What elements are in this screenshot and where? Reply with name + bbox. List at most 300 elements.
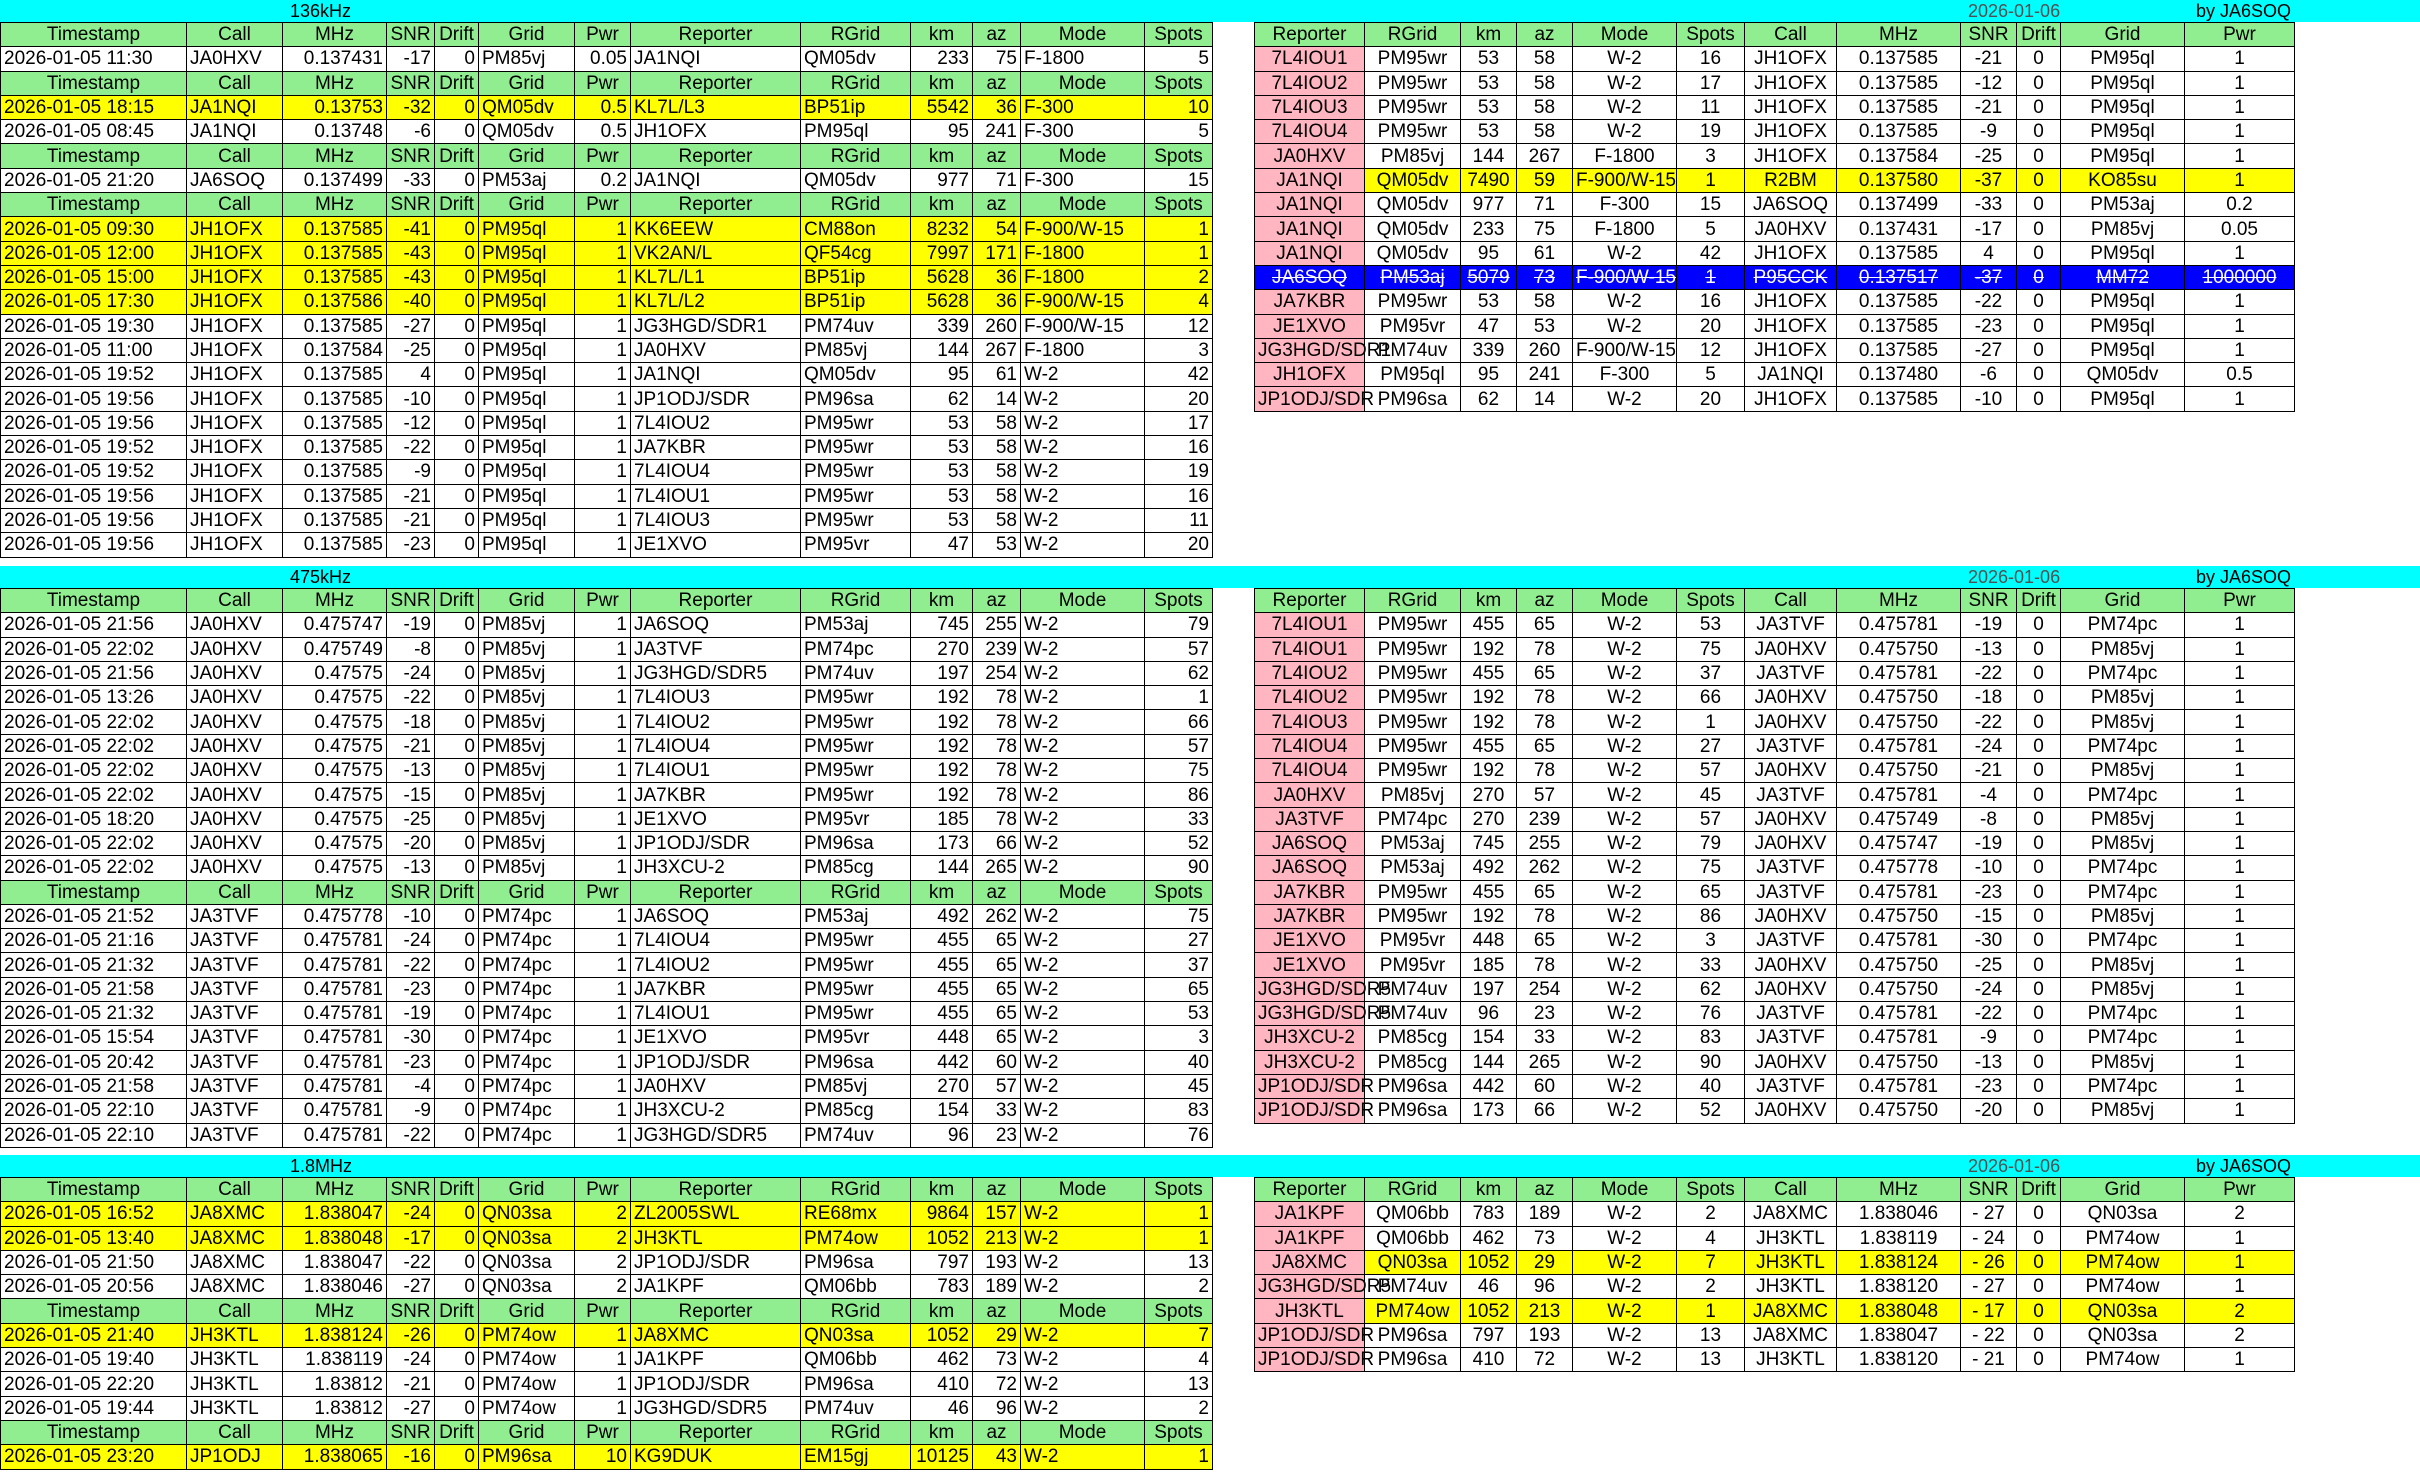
table-cell: 0.47575 — [283, 759, 387, 783]
column-header: az — [973, 880, 1021, 904]
column-header: Grid — [479, 880, 575, 904]
table-cell: 57 — [1517, 783, 1573, 807]
column-header: Drift — [435, 144, 479, 168]
table-cell: JH3XCU-2 — [631, 856, 801, 880]
reporter-cell: JA7KBR — [1255, 290, 1365, 314]
table-cell: 1 — [2185, 1002, 2295, 1026]
table-cell: 0 — [435, 856, 479, 880]
table-cell: 1 — [1145, 1226, 1213, 1250]
table-cell: 78 — [1517, 710, 1573, 734]
column-header: Spots — [1145, 589, 1213, 613]
table-cell: 0 — [435, 929, 479, 953]
table-cell: 0 — [2017, 977, 2061, 1001]
table-cell: 0.137585 — [1837, 95, 1961, 119]
table-cell: W-2 — [1021, 1026, 1145, 1050]
table-cell: JH1OFX — [1745, 241, 1837, 265]
table-cell: PM74ow — [2061, 1275, 2185, 1299]
table-cell: PM74pc — [2061, 783, 2185, 807]
table-cell: PM95wr — [801, 759, 911, 783]
table-cell: PM85vj — [479, 710, 575, 734]
table-cell: JA0HXV — [1745, 1050, 1837, 1074]
table-cell: 1 — [2185, 783, 2295, 807]
table-cell: PM85vj — [801, 338, 911, 362]
table-row — [1255, 831, 2295, 855]
table-cell: PM74uv — [801, 661, 911, 685]
reporter-cell: JA6SOQ — [1255, 856, 1365, 880]
table-cell: PM74pc — [2061, 880, 2185, 904]
table-row — [1, 1202, 1213, 1226]
table-cell: PM95ql — [479, 387, 575, 411]
table-cell: 57 — [1145, 734, 1213, 758]
header-row — [1255, 23, 2295, 47]
table-cell: JA0HXV — [1745, 759, 1837, 783]
table-cell: 54 — [973, 217, 1021, 241]
table-cell: 53 — [1677, 613, 1745, 637]
table-cell: PM95vr — [801, 807, 911, 831]
table-cell: 1 — [2185, 686, 2295, 710]
table-cell: 37 — [1145, 953, 1213, 977]
table-cell: 0.137585 — [1837, 314, 1961, 338]
table-cell: 1 — [575, 661, 631, 685]
table-cell: W-2 — [1573, 1323, 1677, 1347]
table-cell: 1052 — [1461, 1250, 1517, 1274]
table-cell: 0.475781 — [283, 1074, 387, 1098]
table-cell: -19 — [387, 1002, 435, 1026]
table-cell: W-2 — [1573, 120, 1677, 144]
table-cell: JH3KTL — [187, 1323, 283, 1347]
table-cell: JA3TVF — [187, 1026, 283, 1050]
table-cell: 1 — [2185, 637, 2295, 661]
table-row — [1, 759, 1213, 783]
table-cell: 1.838120 — [1837, 1275, 1961, 1299]
table-cell: 66 — [973, 831, 1021, 855]
table-row — [1, 1445, 1213, 1469]
table-cell: 13 — [1677, 1323, 1745, 1347]
table-cell: 2 — [2185, 1299, 2295, 1323]
table-cell: 2026-01-05 22:20 — [1, 1372, 187, 1396]
column-header: RGrid — [1365, 589, 1461, 613]
table-cell: 239 — [1517, 807, 1573, 831]
column-header: Call — [1745, 1178, 1837, 1202]
column-header: Grid — [2061, 1178, 2185, 1202]
table-cell: 1 — [2185, 1226, 2295, 1250]
table-cell: 61 — [1517, 241, 1573, 265]
table-cell: 16 — [1145, 436, 1213, 460]
column-header: Mode — [1573, 1178, 1677, 1202]
table-cell: PM95vr — [801, 1026, 911, 1050]
table-cell: 2026-01-05 20:42 — [1, 1050, 187, 1074]
table-cell: 1 — [2185, 338, 2295, 362]
table-cell: 0.47575 — [283, 783, 387, 807]
table-cell: 0 — [435, 314, 479, 338]
table-cell: 154 — [911, 1099, 973, 1123]
column-header: Timestamp — [1, 1178, 187, 1202]
table-cell: 7490 — [1461, 168, 1517, 192]
table-cell: 47 — [1461, 314, 1517, 338]
table-cell: W-2 — [1021, 661, 1145, 685]
column-header: SNR — [387, 144, 435, 168]
table-cell: W-2 — [1021, 387, 1145, 411]
table-cell: 797 — [1461, 1323, 1517, 1347]
table-row — [1, 904, 1213, 928]
table-cell: 65 — [973, 953, 1021, 977]
table-cell: 0.2 — [2185, 193, 2295, 217]
table-cell: 0 — [435, 759, 479, 783]
table-cell: 7997 — [911, 241, 973, 265]
table-cell: 255 — [1517, 831, 1573, 855]
table-cell: KG9DUK — [631, 1445, 801, 1469]
column-header: Timestamp — [1, 1420, 187, 1444]
table-cell: JH1OFX — [187, 241, 283, 265]
table-cell: 65 — [1677, 880, 1745, 904]
column-header: Reporter — [631, 1178, 801, 1202]
table-cell: PM95wr — [1365, 734, 1461, 758]
column-header: MHz — [283, 193, 387, 217]
table-cell: -22 — [387, 953, 435, 977]
table-cell: JA1NQI — [631, 168, 801, 192]
column-header: km — [911, 1299, 973, 1323]
table-cell: 1 — [575, 759, 631, 783]
table-cell: 0 — [435, 1323, 479, 1347]
table-cell: 0 — [435, 661, 479, 685]
table-cell: 78 — [1517, 686, 1573, 710]
table-cell: JA3TVF — [1745, 1002, 1837, 1026]
table-cell: W-2 — [1573, 241, 1677, 265]
header-row — [1, 23, 1213, 47]
table-cell: PM85vj — [2061, 1099, 2185, 1123]
table-cell: JA0HXV — [187, 661, 283, 685]
table-cell: F-1800 — [1021, 241, 1145, 265]
table-cell: 5 — [1145, 47, 1213, 71]
table-cell: 2026-01-05 21:58 — [1, 977, 187, 1001]
column-header: MHz — [1837, 1178, 1961, 1202]
table-cell: -18 — [1961, 686, 2017, 710]
column-header: km — [911, 23, 973, 47]
table-cell: JA3TVF — [187, 1050, 283, 1074]
band-label: 136kHz — [290, 1, 352, 21]
table-cell: 43 — [973, 1445, 1021, 1469]
table-cell: 233 — [1461, 217, 1517, 241]
column-header: az — [973, 193, 1021, 217]
table-cell: MM72 — [2061, 265, 2185, 289]
table-cell: JA0HXV — [187, 637, 283, 661]
table-cell: 1.83812 — [283, 1396, 387, 1420]
table-cell: JA0HXV — [1745, 807, 1837, 831]
column-header: Grid — [479, 1420, 575, 1444]
table-cell: 0 — [435, 265, 479, 289]
column-header: Call — [187, 1420, 283, 1444]
table-cell: JA0HXV — [1745, 1099, 1837, 1123]
table-cell: 0 — [2017, 710, 2061, 734]
table-cell: JH1OFX — [187, 436, 283, 460]
table-cell: PM95wr — [801, 411, 911, 435]
table-cell: 0.475781 — [1837, 1074, 1961, 1098]
table-cell: QF54cg — [801, 241, 911, 265]
table-cell: PM85vj — [2061, 977, 2185, 1001]
reporter-cell: JH3KTL — [1255, 1299, 1365, 1323]
table-cell: JA0HXV — [1745, 637, 1837, 661]
table-cell: 75 — [1677, 856, 1745, 880]
table-cell: 448 — [1461, 929, 1517, 953]
table-cell: 1 — [575, 1323, 631, 1347]
table-cell: PM96sa — [1365, 1323, 1461, 1347]
table-cell: 75 — [1677, 637, 1745, 661]
table-cell: W-2 — [1573, 1099, 1677, 1123]
table-cell: F-300 — [1021, 120, 1145, 144]
column-header: Reporter — [631, 589, 801, 613]
table-cell: 58 — [1517, 47, 1573, 71]
table-cell: PM85vj — [1365, 783, 1461, 807]
table-cell: F-1800 — [1573, 144, 1677, 168]
table-cell: 57 — [1145, 637, 1213, 661]
section-band — [0, 1155, 2420, 1177]
table-cell: 0 — [2017, 338, 2061, 362]
report-date: 2026-01-06 — [1968, 567, 2061, 587]
table-cell: 462 — [911, 1348, 973, 1372]
table-row — [1255, 1074, 2295, 1098]
column-header: Pwr — [575, 1299, 631, 1323]
table-cell: 0 — [2017, 144, 2061, 168]
table-cell: 0 — [2017, 71, 2061, 95]
table-cell: QN03sa — [2061, 1202, 2185, 1226]
table-cell: 7L4IOU2 — [631, 411, 801, 435]
table-cell: 78 — [1517, 953, 1573, 977]
table-cell: -23 — [387, 977, 435, 1001]
table-cell: 40 — [1677, 1074, 1745, 1098]
table-cell: PM85vj — [479, 807, 575, 831]
table-cell: -10 — [1961, 387, 2017, 411]
band-label: 1.8MHz — [290, 1156, 353, 1176]
table-row — [1, 1348, 1213, 1372]
table-cell: -10 — [387, 904, 435, 928]
table-cell: 0 — [435, 508, 479, 532]
table-cell: 260 — [1517, 338, 1573, 362]
table-cell: 79 — [1145, 613, 1213, 637]
table-cell: 2026-01-05 19:56 — [1, 533, 187, 557]
table-cell: 0 — [2017, 387, 2061, 411]
table-cell: 0 — [2017, 1275, 2061, 1299]
table-cell: 65 — [973, 977, 1021, 1001]
table-cell: 0 — [2017, 783, 2061, 807]
table-cell: W-2 — [1021, 1275, 1145, 1299]
table-cell: F-300 — [1021, 95, 1145, 119]
table-cell: 2026-01-05 22:02 — [1, 637, 187, 661]
table-cell: JA7KBR — [631, 977, 801, 1001]
table-cell: PM74pc — [801, 637, 911, 661]
column-header: Timestamp — [1, 23, 187, 47]
table-cell: JA3TVF — [631, 637, 801, 661]
table-cell: 0.475747 — [283, 613, 387, 637]
table-row — [1, 661, 1213, 685]
table-row — [1255, 807, 2295, 831]
table-cell: W-2 — [1021, 508, 1145, 532]
table-cell: 192 — [911, 734, 973, 758]
table-cell: PM95wr — [801, 1002, 911, 1026]
table-cell: JH1OFX — [187, 290, 283, 314]
table-cell: W-2 — [1021, 460, 1145, 484]
table-cell: PM95ql — [2061, 290, 2185, 314]
reporter-cell: JA0HXV — [1255, 144, 1365, 168]
table-cell: F-1800 — [1021, 47, 1145, 71]
column-header: SNR — [387, 1420, 435, 1444]
column-header: Grid — [479, 71, 575, 95]
column-header: SNR — [1961, 23, 2017, 47]
table-cell: 62 — [1145, 661, 1213, 685]
table-cell: 0 — [435, 953, 479, 977]
column-header: Pwr — [2185, 589, 2295, 613]
table-row — [1, 1226, 1213, 1250]
table-cell: 1 — [575, 1396, 631, 1420]
table-cell: 1 — [2185, 290, 2295, 314]
table-cell: 1 — [2185, 807, 2295, 831]
table-cell: PM85vj — [2061, 831, 2185, 855]
table-cell: 192 — [911, 759, 973, 783]
table-cell: -10 — [387, 387, 435, 411]
table-cell: F-1800 — [1573, 217, 1677, 241]
table-cell: 8232 — [911, 217, 973, 241]
table-cell: 0.475781 — [1837, 661, 1961, 685]
table-cell: JA0HXV — [1745, 953, 1837, 977]
table-cell: 2 — [2185, 1202, 2295, 1226]
table-cell: 1 — [2185, 1099, 2295, 1123]
table-cell: PM95wr — [801, 783, 911, 807]
table-cell: F-1800 — [1021, 265, 1145, 289]
table-row — [1255, 1323, 2295, 1347]
table-cell: 1.838046 — [283, 1275, 387, 1299]
table-cell: PM85vj — [479, 831, 575, 855]
table-cell: 7L4IOU4 — [631, 460, 801, 484]
table-cell: 0 — [435, 95, 479, 119]
table-cell: 1 — [575, 613, 631, 637]
table-cell: W-2 — [1573, 880, 1677, 904]
table-cell: 96 — [973, 1396, 1021, 1420]
table-cell: 2026-01-05 16:52 — [1, 1202, 187, 1226]
column-header: az — [973, 144, 1021, 168]
table-cell: 61 — [973, 363, 1021, 387]
report-author: by JA6SOQ — [2196, 1156, 2292, 1176]
table-cell: KO85su — [2061, 168, 2185, 192]
column-header: Drift — [435, 1420, 479, 1444]
table-cell: 267 — [973, 338, 1021, 362]
column-header: km — [911, 1420, 973, 1444]
table-cell: W-2 — [1573, 856, 1677, 880]
table-cell: JG3HGD/SDR1 — [631, 314, 801, 338]
table-cell: 0.137586 — [283, 290, 387, 314]
table-cell: W-2 — [1021, 807, 1145, 831]
table-cell: PM74ow — [2061, 1250, 2185, 1274]
column-header: Grid — [2061, 589, 2185, 613]
table-cell: 193 — [973, 1250, 1021, 1274]
table-cell: 0 — [2017, 265, 2061, 289]
table-cell: PM85vj — [479, 759, 575, 783]
table-cell: QM05dv — [801, 47, 911, 71]
table-cell: W-2 — [1573, 71, 1677, 95]
table-cell: 95 — [1461, 363, 1517, 387]
column-header: Grid — [479, 589, 575, 613]
table-cell: BP51ip — [801, 95, 911, 119]
table-row — [1255, 120, 2295, 144]
table-cell: 0 — [435, 290, 479, 314]
table-cell: 1 — [575, 387, 631, 411]
table-cell: -21 — [1961, 95, 2017, 119]
column-header: az — [1517, 23, 1573, 47]
table-cell: 83 — [1145, 1099, 1213, 1123]
reporter-cell: JA1KPF — [1255, 1226, 1365, 1250]
table-cell: -4 — [1961, 783, 2017, 807]
column-header: Call — [187, 589, 283, 613]
table-cell: PM74uv — [801, 1396, 911, 1420]
table-cell: -27 — [387, 1275, 435, 1299]
table-cell: 0.137585 — [283, 314, 387, 338]
table-cell: W-2 — [1021, 1123, 1145, 1147]
table-cell: JA1KPF — [631, 1275, 801, 1299]
table-cell: 1 — [575, 508, 631, 532]
left-spots-table — [0, 1177, 1213, 1470]
table-cell: 0 — [2017, 1299, 2061, 1323]
reporter-cell: JA1NQI — [1255, 241, 1365, 265]
table-cell: 977 — [1461, 193, 1517, 217]
table-cell: QM05dv — [479, 95, 575, 119]
table-cell: PM95ql — [479, 533, 575, 557]
table-cell: F-900/W-15 — [1573, 338, 1677, 362]
table-cell: PM85vj — [2061, 953, 2185, 977]
column-header: Pwr — [575, 144, 631, 168]
column-header: RGrid — [801, 880, 911, 904]
table-cell: 1 — [1145, 217, 1213, 241]
table-cell: 96 — [1517, 1275, 1573, 1299]
table-cell: 95 — [911, 120, 973, 144]
table-cell: -12 — [387, 411, 435, 435]
table-cell: 1 — [575, 1123, 631, 1147]
table-row — [1, 1002, 1213, 1026]
table-cell: 1 — [2185, 759, 2295, 783]
table-cell: 0 — [2017, 831, 2061, 855]
table-cell: 1 — [575, 807, 631, 831]
table-cell: 1.838120 — [1837, 1348, 1961, 1372]
table-cell: 213 — [1517, 1299, 1573, 1323]
table-cell: JA8XMC — [187, 1275, 283, 1299]
table-cell: JA0HXV — [1745, 904, 1837, 928]
header-row — [1, 71, 1213, 95]
table-row — [1255, 929, 2295, 953]
table-row — [1, 387, 1213, 411]
table-cell: -30 — [1961, 929, 2017, 953]
column-header: Spots — [1145, 1178, 1213, 1202]
column-header: RGrid — [1365, 1178, 1461, 1202]
table-cell: -25 — [387, 338, 435, 362]
table-row — [1255, 783, 2295, 807]
table-cell: JA0HXV — [187, 613, 283, 637]
table-cell: W-2 — [1021, 1226, 1145, 1250]
reporter-cell: 7L4IOU3 — [1255, 95, 1365, 119]
column-header: MHz — [283, 1299, 387, 1323]
table-cell: JA0HXV — [187, 856, 283, 880]
table-cell: W-2 — [1573, 734, 1677, 758]
table-cell: PM95wr — [801, 484, 911, 508]
table-cell: -19 — [1961, 831, 2017, 855]
table-cell: 0.05 — [575, 47, 631, 71]
table-row — [1255, 1226, 2295, 1250]
table-cell: 78 — [973, 710, 1021, 734]
table-cell: 1 — [2185, 1050, 2295, 1074]
table-cell: 0.475749 — [283, 637, 387, 661]
table-row — [1, 953, 1213, 977]
table-cell: PM74uv — [1365, 1002, 1461, 1026]
table-cell: PM74ow — [801, 1226, 911, 1250]
table-cell: 20 — [1677, 314, 1745, 338]
table-row — [1255, 613, 2295, 637]
column-header: Mode — [1573, 23, 1677, 47]
